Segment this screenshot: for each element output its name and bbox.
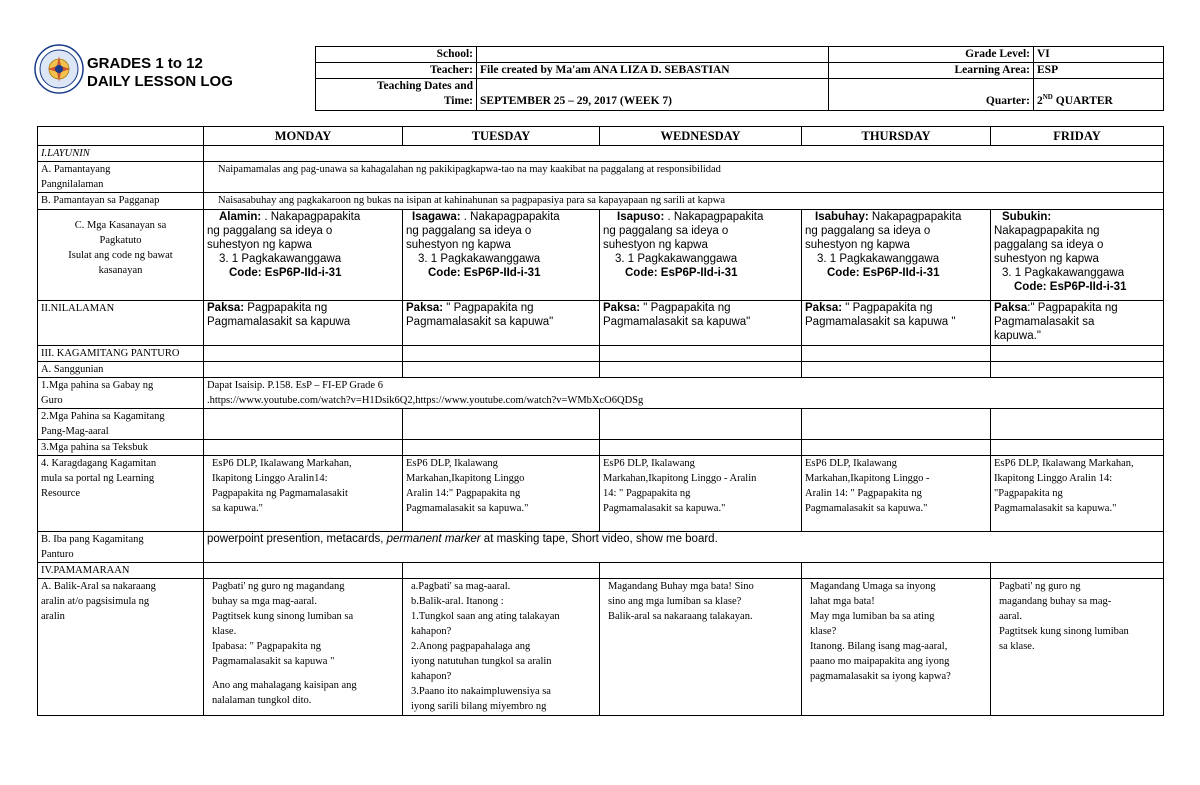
row-label-pamantayang-pangnilalaman [38,162,204,193]
karagdagang-monday-line2: Ikapitong Linggo Aralin14: [212,473,328,484]
nilalaman-tuesday-text2: Pagmamalasakit sa kapuwa" [406,316,554,328]
row-label-nilalaman: II.NILALAMAN [38,301,204,346]
nilalaman-friday-text2: Pagmamalasakit sa [994,316,1095,328]
nilalaman-monday-head: Paksa: [207,302,245,314]
balik-thursday-line7: pagmamalasakit sa iyong kapwa? [810,671,951,682]
pamantayang-pangnilalaman-value: Naipamamalas ang pag-unawa sa kahagalahan ng pakikipagkapwa-tao na may kaakibat na paggalang at responsibilidad [204,162,1164,193]
mag-thu [802,409,991,440]
nilalaman-tuesday-text1: " Pagpapakita ng [443,302,534,314]
nilalaman-friday [991,301,1164,346]
nilalaman-friday-text3: kapuwa." [994,330,1041,342]
karagdagang-thursday-line2: Markahan,Ikapitong Linggo - [805,473,930,484]
sanggunian-mon [204,362,403,378]
mag-tue [403,409,600,440]
balik-wednesday-line3: Balik-aral sa nakaraang talakayan. [608,611,753,622]
nilalaman-thursday-text1: " Pagpapakita ng [842,302,933,314]
nilalaman-friday-head: Paksa [994,302,1028,314]
balik-aral-monday [204,579,403,716]
learning-area-label: Learning Area: [829,63,1034,79]
balik-thursday-line5: Itanong. Bilang isang mag-aaral, [810,641,948,652]
corner-cell [38,127,204,146]
teaching-dates-label [316,79,477,111]
kagamitang-mag-label-line1: 2.Mga Pahina sa Kagamitang [41,411,165,422]
balik-friday-line2: magandang buhay sa mag- [999,596,1112,607]
mag-wed [600,409,802,440]
balik-thursday-line6: paano mo maipapakita ang iyong [810,656,950,667]
balik-tuesday-line2: b.Balik-aral. Itanong : [411,596,504,607]
grade-level-label: Grade Level: [829,47,1034,63]
karagdagang-tuesday-line3: Aralin 14:" Pagpapakita ng [406,488,521,499]
gabay-label-line2: Guro [41,395,63,406]
balik-label-line3: aralin [41,611,65,622]
iba-label-line2: Panturo [41,549,74,560]
balik-aral-wednesday [600,579,802,716]
balik-label-line1: A. Balik-Aral sa nakaraang [41,581,156,592]
pam-tue [403,563,600,579]
kasanayan-thursday [802,210,991,301]
karagdagang-monday-line4: sa kapuwa." [212,503,263,514]
school-label: School: [316,47,477,63]
quarter-value [1034,79,1164,111]
balik-thursday-line2: lahat mga bata! [810,596,875,607]
balik-thursday-line3: May mga lumiban ba sa ating [810,611,935,622]
kasanayan-thursday-text3: suhestyon ng kapwa [805,239,910,251]
nilalaman-monday-text2: Pagmamalasakit sa kapuwa [207,316,351,328]
row-label-teksbuk: 3.Mga pahina sa Teksbuk [38,440,204,456]
row-label-pamamaraan: IV.PAMAMARAAN [38,563,204,579]
karagdagang-monday [204,456,403,532]
kasanayan-label-line1: C. Mga Kasanayan sa [74,220,167,231]
row-label-kasanayan [38,210,204,301]
teaching-dates-label-line1: Teaching Dates and [376,80,473,92]
balik-tuesday-line8: 3.Paano ito nakaimpluwensiya sa [411,686,551,697]
iba-label-line1: B. Iba pang Kagamitang [41,534,144,545]
kasanayan-thursday-code: Code: EsP6P-IId-i-31 [827,267,940,279]
balik-monday-line1: Pagbati' ng guro ng magandang [212,581,345,592]
row-label-karagdagang-kagamitan [38,456,204,532]
day-header-thursday: THURSDAY [802,127,991,146]
balik-label-line2: aralin at/o pagsisimula ng [41,596,150,607]
quarter-word: QUARTER [1052,95,1113,107]
karagdagang-label-line3: Resource [41,488,81,499]
karagdagang-friday-line4: Pagmamalasakit sa kapuwa." [994,503,1117,514]
day-header-friday: FRIDAY [991,127,1164,146]
title-line1: GRADES 1 to 12 [87,55,203,72]
nilalaman-tuesday [403,301,600,346]
lesson-log-table [37,126,1164,716]
kasanayan-tuesday-text3: suhestyon ng kapwa [406,239,511,251]
mag-mon [204,409,403,440]
balik-monday-line6: Pagmamalasakit sa kapuwa " [212,656,335,667]
nilalaman-thursday-text2: Pagmamalasakit sa kapuwa " [805,316,956,328]
kasanayan-monday-text1: . Nakapagpapakita [261,211,361,223]
karagdagang-wednesday [600,456,802,532]
balik-tuesday-line5: 2.Anong pagpapahalaga ang [411,641,531,652]
balik-monday-line5: Ipabasa: " Pagpapakita ng [212,641,321,652]
kasanayan-label-line4: kasanayan [98,265,143,276]
pamantayan-sa-pagganap-value: Naisasabuhay ang pagkakaroon ng bukas na isipan at kahinahunan sa pagpapasiya para sa kapayapaan ng sarili at kapwa [204,193,1164,210]
gabay-ng-guro-value [204,378,1164,409]
iba-value-part1: powerpoint presention, metacards, [207,533,387,545]
balik-thursday-line1: Magandang Umaga sa inyong [810,581,936,592]
iba-value-part2: permanent marker [386,533,481,545]
balik-monday-line4: klase. [212,626,237,637]
kagamitan-tue [403,346,600,362]
balik-monday-spacer [212,669,399,678]
row-label-kagamitang-panturo: III. KAGAMITANG PANTURO [38,346,204,362]
karagdagang-label-line2: mula sa portal ng Learning [41,473,155,484]
grade-level-value: VI [1034,47,1164,63]
kasanayan-thursday-sub: 3. 1 Pagkakawanggawa [817,253,940,265]
balik-tuesday-line1: a.Pagbati' sa mag-aaral. [411,581,511,592]
pam-mon [204,563,403,579]
karagdagang-wednesday-line1: EsP6 DLP, Ikalawang [603,458,695,469]
kasanayan-tuesday-head: Isagawa: [412,211,461,223]
karagdagang-tuesday-line4: Pagmamalasakit sa kapuwa." [406,503,529,514]
kasanayan-monday [204,210,403,301]
teksbuk-tue [403,440,600,456]
pam-wed [600,563,802,579]
pamantayang-label-line1: A. Pamantayang [41,164,111,175]
pam-fri [991,563,1164,579]
karagdagang-thursday-line4: Pagmamalasakit sa kapuwa." [805,503,928,514]
balik-monday-line2: buhay sa mga mag-aaral. [212,596,317,607]
kasanayan-friday-text3: suhestyon ng kapwa [994,253,1099,265]
karagdagang-tuesday-line2: Markahan,Ikapitong Linggo [406,473,525,484]
kasanayan-tuesday-sub: 3. 1 Pagkakawanggawa [418,253,541,265]
day-header-wednesday: WEDNESDAY [600,127,802,146]
sanggunian-tue [403,362,600,378]
balik-monday-line8: Ano ang mahalagang kaisipan ang [212,680,357,691]
karagdagang-label-line1: 4. Karagdagang Kagamitan [41,458,157,469]
kasanayan-thursday-text2: ng paggalang sa ideya o [805,225,931,237]
karagdagang-friday-line2: Ikapitong Linggo Aralin 14: [994,473,1113,484]
nilalaman-thursday [802,301,991,346]
karagdagang-wednesday-line3: 14: " Pagpapakita ng [603,488,691,499]
nilalaman-wednesday-text2: Pagmamalasakit sa kapuwa" [603,316,751,328]
quarter-number: 2 [1037,95,1043,107]
kasanayan-wednesday-text2: ng paggalang sa ideya o [603,225,729,237]
kasanayan-label-line3: Isulat ang code ng bawat [68,250,173,261]
nilalaman-monday [204,301,403,346]
karagdagang-thursday [802,456,991,532]
kagamitan-thu [802,346,991,362]
day-header-monday: MONDAY [204,127,403,146]
pamantayang-label-line2: Pangnilalaman [41,179,104,190]
row-label-gabay-ng-guro [38,378,204,409]
teksbuk-fri [991,440,1164,456]
balik-monday-line3: Pagtitsek kung sinong lumiban sa [212,611,354,622]
nilalaman-wednesday-head: Paksa: [603,302,641,314]
row-label-pamantayan-sa-pagganap: B. Pamantayan sa Pagganap [38,193,204,210]
teacher-value: File created by Ma'am ANA LIZA D. SEBASTIAN [477,63,829,79]
nilalaman-tuesday-head: Paksa: [406,302,444,314]
kasanayan-friday-head: Subukin: [1002,211,1052,223]
kasanayan-thursday-head: Isabuhay: [815,211,869,223]
balik-aral-friday [991,579,1164,716]
karagdagang-thursday-line1: EsP6 DLP, Ikalawang [805,458,897,469]
day-header-tuesday: TUESDAY [403,127,600,146]
kasanayan-wednesday-code: Code: EsP6P-IId-i-31 [625,267,738,279]
kasanayan-friday-text1: Nakapagpapakita ng [994,225,1100,237]
karagdagang-thursday-line3: Aralin 14: " Pagpapakita ng [805,488,922,499]
balik-friday-line3: aaral. [999,611,1023,622]
kagamitan-fri [991,346,1164,362]
teksbuk-mon [204,440,403,456]
karagdagang-wednesday-line2: Markahan,Ikapitong Linggo - Aralin [603,473,757,484]
balik-wednesday-line2: sino ang mga lumiban sa klase? [608,596,742,607]
teaching-dates-label-line2: Time: [443,95,473,107]
kasanayan-monday-head: Alamin: [219,211,262,223]
balik-aral-thursday [802,579,991,716]
kasanayan-monday-code: Code: EsP6P-IId-i-31 [229,267,342,279]
kasanayan-friday-sub: 3. 1 Pagkakawanggawa [1002,267,1125,279]
quarter-label: Quarter: [829,79,1034,111]
nilalaman-wednesday [600,301,802,346]
balik-friday-line5: sa klase. [999,641,1035,652]
iba-value-part3: at masking tape, Short video, show me board. [480,533,718,545]
karagdagang-tuesday-line1: EsP6 DLP, Ikalawang [406,458,498,469]
gabay-value-line1: Dapat Isaisip. P.158. EsP – FI-EP Grade 6 [207,380,383,391]
sanggunian-thu [802,362,991,378]
kasanayan-monday-text3: suhestyon ng kapwa [207,239,312,251]
gabay-value-links[interactable]: .https://www.youtube.com/watch?v=H1Dsik6Q2,https://www.youtube.com/watch?v=WMbXcO6QDSg [207,395,644,406]
kasanayan-friday-code: Code: EsP6P-IId-i-31 [1014,281,1127,293]
kasanayan-wednesday [600,210,802,301]
nilalaman-monday-text1: Pagpapakita ng [244,302,328,314]
balik-tuesday-line7: kahapon? [411,671,452,682]
karagdagang-friday-line1: EsP6 DLP, Ikalawang Markahan, [994,458,1134,469]
karagdagang-tuesday [403,456,600,532]
balik-tuesday-line3: 1.Tungkol saan ang ating talakayan [411,611,560,622]
balik-tuesday-line6: iyong natutuhan tungkol sa aralin [411,656,552,667]
header-info-table [315,46,1164,111]
balik-friday-line1: Pagbati' ng guro ng [999,581,1081,592]
balik-tuesday-line4: kahapon? [411,626,452,637]
teacher-label: Teacher: [316,63,477,79]
kasanayan-friday [991,210,1164,301]
sanggunian-wed [600,362,802,378]
karagdagang-friday [991,456,1164,532]
karagdagang-friday-line3: "Pagpapakita ng [994,488,1063,499]
karagdagang-wednesday-line4: Pagmamalasakit sa kapuwa." [603,503,726,514]
kasanayan-wednesday-head: Isapuso: [617,211,665,223]
school-value [477,47,829,63]
quarter-suffix: ND [1042,93,1053,102]
row-label-iba-pang-kagamitan [38,532,204,563]
kasanayan-tuesday-text2: ng paggalang sa ideya o [406,225,532,237]
deped-seal-logo [34,44,84,94]
kasanayan-friday-text2: paggalang sa ideya o [994,239,1104,251]
teaching-dates-value: SEPTEMBER 25 – 29, 2017 (WEEK 7) [477,79,829,111]
kasanayan-tuesday-code: Code: EsP6P-IId-i-31 [428,267,541,279]
balik-friday-line4: Pagtitsek kung sinong lumiban [999,626,1129,637]
row-label-balik-aral [38,579,204,716]
kasanayan-wednesday-text1: . Nakapagpapakita [664,211,764,223]
layunin-blank [204,146,1164,162]
balik-tuesday-line9: iyong sarili bilang miyembro ng [411,701,547,712]
kasanayan-monday-sub: 3. 1 Pagkakawanggawa [219,253,342,265]
row-label-kagamitang-mag-aaral [38,409,204,440]
balik-wednesday-line1: Magandang Buhay mga bata! Sino [608,581,754,592]
kasanayan-wednesday-sub: 3. 1 Pagkakawanggawa [615,253,738,265]
row-label-sanggunian: A. Sanggunian [38,362,204,378]
kagamitan-wed [600,346,802,362]
karagdagang-monday-line3: Pagpapakita ng Pagmamalasakit [212,488,348,499]
mag-fri [991,409,1164,440]
nilalaman-wednesday-text1: " Pagpapakita ng [640,302,731,314]
kasanayan-thursday-text1: Nakapagpapakita [868,211,962,223]
balik-thursday-line4: klase? [810,626,837,637]
learning-area-value: ESP [1034,63,1164,79]
nilalaman-thursday-head: Paksa: [805,302,843,314]
pam-thu [802,563,991,579]
sanggunian-fri [991,362,1164,378]
iba-pang-kagamitan-value [204,532,1164,563]
gabay-label-line1: 1.Mga pahina sa Gabay ng [41,380,154,391]
teksbuk-thu [802,440,991,456]
teksbuk-wed [600,440,802,456]
row-label-layunin: I.LAYUNIN [38,146,204,162]
kasanayan-wednesday-text3: suhestyon ng kapwa [603,239,708,251]
kasanayan-tuesday-text1: . Nakapagpapakita [460,211,560,223]
log-title [87,55,233,91]
kagamitang-mag-label-line2: Pang-Mag-aaral [41,426,109,437]
kagamitan-mon [204,346,403,362]
balik-monday-line9: nalalaman tungkol dito. [212,695,312,706]
kasanayan-tuesday [403,210,600,301]
balik-aral-tuesday [403,579,600,716]
title-line2: DAILY LESSON LOG [87,73,233,90]
kasanayan-label-line2: Pagkatuto [99,235,142,246]
nilalaman-friday-text1: :" Pagpapakita ng [1027,302,1118,314]
karagdagang-monday-line1: EsP6 DLP, Ikalawang Markahan, [212,458,352,469]
kasanayan-monday-text2: ng paggalang sa ideya o [207,225,333,237]
